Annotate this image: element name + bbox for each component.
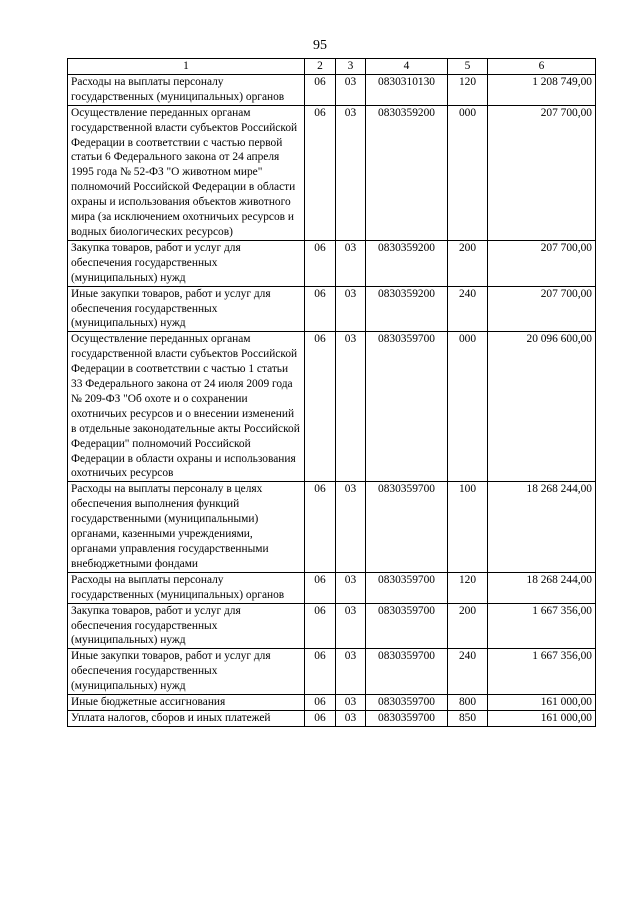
column-header-6: 6	[488, 59, 596, 75]
row-name: Уплата налогов, сборов и иных платежей	[68, 710, 305, 726]
row-target-article: 0830359700	[366, 482, 448, 572]
row-target-article: 0830359200	[366, 105, 448, 240]
row-section: 06	[305, 710, 336, 726]
row-amount: 18 268 244,00	[488, 572, 596, 603]
row-subsection: 03	[336, 572, 366, 603]
row-name: Закупка товаров, работ и услуг для обеспечения государственных (муниципальных) нужд	[68, 603, 305, 649]
row-subsection: 03	[336, 74, 366, 105]
row-target-article: 0830310130	[366, 74, 448, 105]
row-amount: 207 700,00	[488, 286, 596, 332]
row-section: 06	[305, 286, 336, 332]
row-target-article: 0830359700	[366, 695, 448, 711]
row-target-article: 0830359700	[366, 603, 448, 649]
row-target-article: 0830359700	[366, 649, 448, 695]
page-number: 95	[313, 38, 327, 53]
row-subsection: 03	[336, 105, 366, 240]
table-row	[68, 649, 596, 695]
column-header-1: 1	[68, 59, 305, 75]
row-subsection: 03	[336, 286, 366, 332]
row-section: 06	[305, 603, 336, 649]
row-expense-type: 120	[448, 74, 488, 105]
row-amount: 18 268 244,00	[488, 482, 596, 572]
table-row	[68, 286, 596, 332]
row-section: 06	[305, 572, 336, 603]
row-amount: 1 667 356,00	[488, 603, 596, 649]
row-section: 06	[305, 105, 336, 240]
row-subsection: 03	[336, 603, 366, 649]
row-expense-type: 000	[448, 332, 488, 482]
row-subsection: 03	[336, 695, 366, 711]
row-amount: 20 096 600,00	[488, 332, 596, 482]
row-subsection: 03	[336, 710, 366, 726]
row-amount: 161 000,00	[488, 695, 596, 711]
row-target-article: 0830359700	[366, 332, 448, 482]
row-expense-type: 240	[448, 286, 488, 332]
row-section: 06	[305, 240, 336, 286]
row-name: Иные бюджетные ассигнования	[68, 695, 305, 711]
table-row	[68, 482, 596, 572]
row-amount: 207 700,00	[488, 105, 596, 240]
table-row	[68, 710, 596, 726]
row-section: 06	[305, 695, 336, 711]
row-amount: 207 700,00	[488, 240, 596, 286]
row-subsection: 03	[336, 240, 366, 286]
row-section: 06	[305, 74, 336, 105]
row-name: Иные закупки товаров, работ и услуг для обеспечения государственных (муниципальных) нужд	[68, 649, 305, 695]
row-name: Закупка товаров, работ и услуг для обеспечения государственных (муниципальных) нужд	[68, 240, 305, 286]
row-subsection: 03	[336, 482, 366, 572]
row-target-article: 0830359200	[366, 286, 448, 332]
row-expense-type: 240	[448, 649, 488, 695]
row-target-article: 0830359700	[366, 572, 448, 603]
row-expense-type: 200	[448, 603, 488, 649]
row-expense-type: 100	[448, 482, 488, 572]
row-expense-type: 800	[448, 695, 488, 711]
column-header-4: 4	[366, 59, 448, 75]
table-row	[68, 695, 596, 711]
row-name: Расходы на выплаты персоналу государственных (муниципальных) органов	[68, 74, 305, 105]
row-subsection: 03	[336, 649, 366, 695]
budget-table	[67, 58, 596, 727]
table-row	[68, 105, 596, 240]
table-row	[68, 332, 596, 482]
row-amount: 1 208 749,00	[488, 74, 596, 105]
table-row	[68, 240, 596, 286]
row-subsection: 03	[336, 332, 366, 482]
table-header-row	[68, 59, 596, 75]
table-row	[68, 603, 596, 649]
row-section: 06	[305, 332, 336, 482]
row-name: Иные закупки товаров, работ и услуг для обеспечения государственных (муниципальных) нужд	[68, 286, 305, 332]
column-header-3: 3	[336, 59, 366, 75]
row-target-article: 0830359700	[366, 710, 448, 726]
table-row	[68, 572, 596, 603]
row-expense-type: 850	[448, 710, 488, 726]
row-expense-type: 120	[448, 572, 488, 603]
row-amount: 161 000,00	[488, 710, 596, 726]
row-name: Расходы на выплаты персоналу в целях обеспечения выполнения функций государственными (муниципальными) органами, казенными учреждениями, органами управления государственными внебюджетными фондами	[68, 482, 305, 572]
row-name: Осуществление переданных органам государственной власти субъектов Российской Федерации в соответствии с частью первой статьи 6 Федерального закона от 24 апреля 1995 года № 52-ФЗ "О животном мире" полномочий Российской Федерации в области охраны и использования объектов животного мира (за исключением охотничьих ресурсов и водных биологических ресурсов)	[68, 105, 305, 240]
column-header-5: 5	[448, 59, 488, 75]
row-expense-type: 200	[448, 240, 488, 286]
column-header-2: 2	[305, 59, 336, 75]
row-name: Расходы на выплаты персоналу государственных (муниципальных) органов	[68, 572, 305, 603]
row-section: 06	[305, 649, 336, 695]
row-target-article: 0830359200	[366, 240, 448, 286]
row-expense-type: 000	[448, 105, 488, 240]
row-amount: 1 667 356,00	[488, 649, 596, 695]
row-name: Осуществление переданных органам государственной власти субъектов Российской Федерации в соответствии с частью 1 статьи 33 Федерального закона от 24 июля 2009 года № 209-ФЗ "Об охоте и о сохранении охотничьих ресурсов и о внесении изменений в отдельные законодательные акты Российской Федерации" полномочий Российской Федерации в области охраны и использования охотничьих ресурсов	[68, 332, 305, 482]
table-row	[68, 74, 596, 105]
row-section: 06	[305, 482, 336, 572]
